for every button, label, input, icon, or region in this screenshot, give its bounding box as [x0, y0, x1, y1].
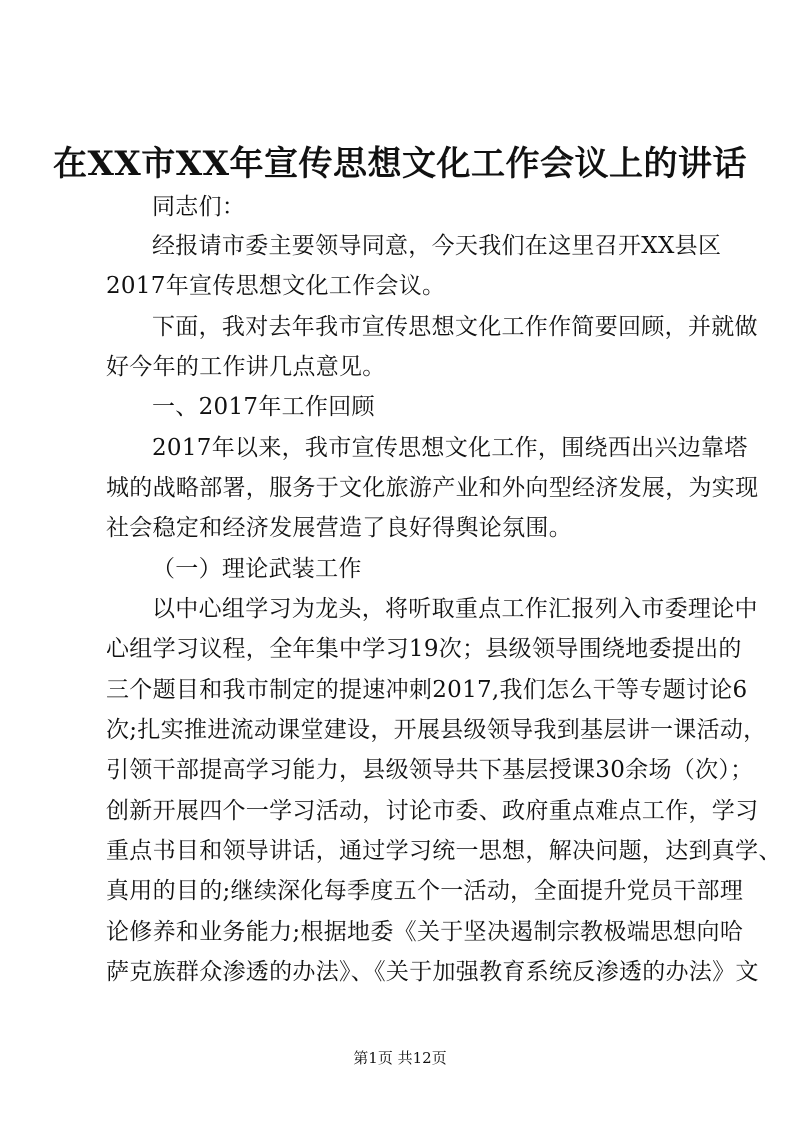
paragraph-line: 创新开展四个一学习活动，讨论市委、政府重点难点工作，学习: [106, 798, 759, 824]
paragraph-line: 经报请市委主要领导同意，今天我们在这里召开XX县区: [152, 233, 722, 259]
paragraph-line: 引领干部提高学习能力，县级领导共下基层授课30余场（次）；: [106, 757, 754, 783]
paragraph-line: 2017年宣传思想文化工作会议。: [106, 273, 446, 299]
paragraph-line: 下面，我对去年我市宣传思想文化工作作简要回顾，并就做: [152, 314, 758, 340]
section-heading: 一、2017年工作回顾: [152, 394, 375, 420]
paragraph-line: 论修养和业务能力;根据地委《关于坚决遏制宗教极端思想向哈: [106, 919, 744, 945]
paragraph-line: 社会稳定和经济发展营造了良好得舆论氛围。: [106, 515, 572, 541]
paragraph-line: 三个题目和我市制定的提速冲刺2017,我们怎么干等专题讨论6: [106, 677, 748, 703]
document-title: 在XX市XX年宣传思想文化工作会议上的讲话: [52, 144, 748, 184]
subsection-heading: （一）理论武装工作: [152, 556, 362, 582]
paragraph-line: 重点书目和领导讲话，通过学习统一思想，解决问题，达到真学、: [106, 838, 782, 864]
paragraph-line: 同志们：: [152, 194, 246, 220]
paragraph-line: 2017年以来，我市宣传思想文化工作，围绕西出兴边靠塔: [152, 435, 748, 461]
paragraph-line: 城的战略部署，服务于文化旅游产业和外向型经济发展，为实现: [106, 475, 759, 501]
paragraph-line: 心组学习议程，全年集中学习19次；县级领导围绕地委提出的: [106, 636, 742, 662]
paragraph-line: 次;扎实推进流动课堂建设，开展县级领导我到基层讲一课活动，: [106, 717, 767, 743]
paragraph-line: 以中心组学习为龙头，将听取重点工作汇报列入市委理论中: [152, 596, 758, 622]
paragraph-line: 萨克族群众渗透的办法》、《关于加强教育系统反渗透的办法》文: [106, 959, 759, 985]
paragraph-line: 真用的目的;继续深化每季度五个一活动，全面提升党员干部理: [106, 878, 744, 904]
paragraph-line: 好今年的工作讲几点意见。: [106, 354, 386, 380]
page-footer: 第1页 共12页: [353, 1049, 447, 1067]
